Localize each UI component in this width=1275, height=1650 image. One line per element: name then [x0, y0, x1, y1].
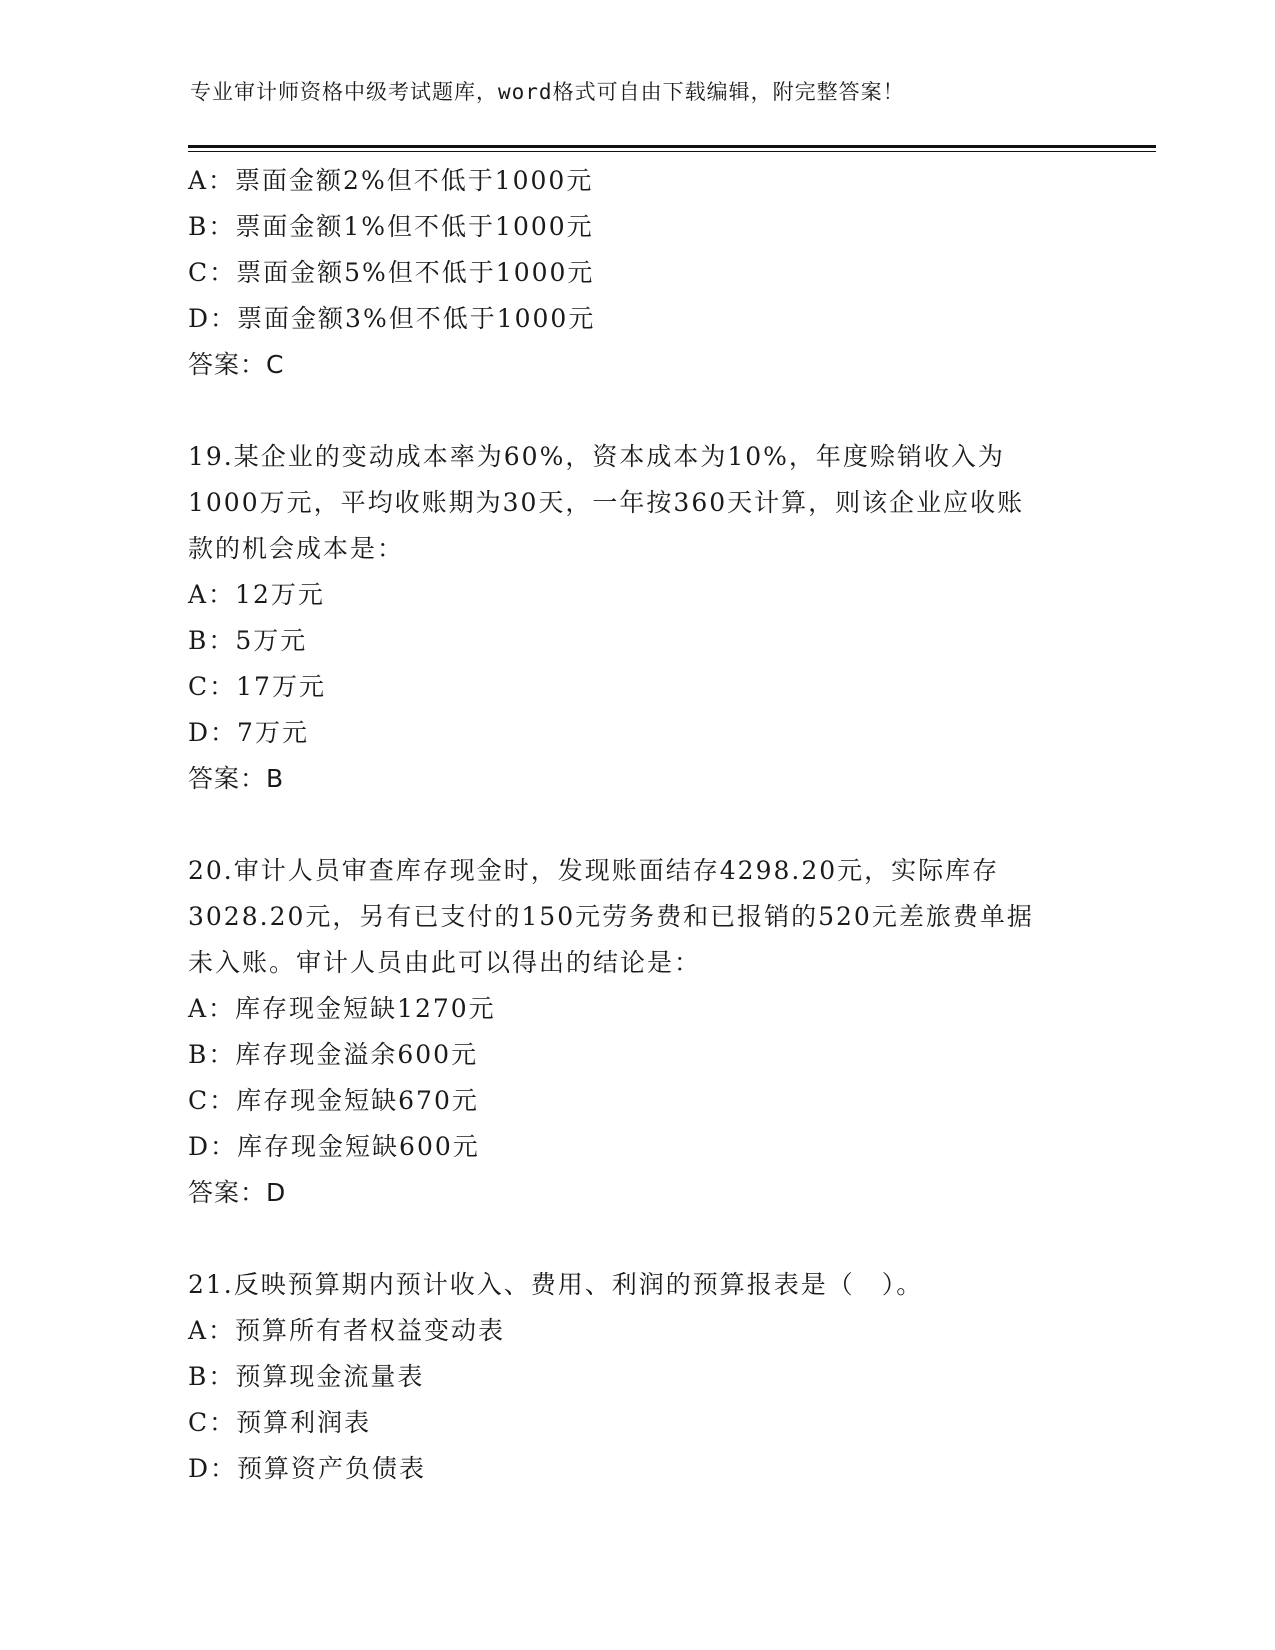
- question-21-stem: [188, 1262, 1118, 1308]
- stem-line: 19.某企业的变动成本率为60%，资本成本为10%，年度赊销收入为: [188, 442, 1005, 471]
- option-c: C：预算利润表: [188, 1408, 372, 1437]
- header-rule-thick: [188, 145, 1156, 148]
- option-c: C：17万元: [188, 672, 326, 701]
- option-d: D：预算资产负债表: [188, 1454, 427, 1483]
- stem-line: 款的机会成本是：: [188, 534, 405, 563]
- option-a: A：票面金额2%但不低于1000元: [188, 166, 594, 195]
- question-18-options: [188, 158, 1118, 342]
- option-d: D：库存现金短缺600元: [188, 1132, 480, 1161]
- question-19-options: [188, 572, 1118, 756]
- stem-line: 20.审计人员审查库存现金时，发现账面结存4298.20元，实际库存: [188, 856, 1000, 885]
- option-a: A：库存现金短缺1270元: [188, 994, 496, 1023]
- question-19-answer: 答案：B: [188, 764, 285, 793]
- stem-line: 3028.20元，另有已支付的150元劳务费和已报销的520元差旅费单据: [188, 902, 1034, 931]
- question-20-stem: [188, 848, 1118, 986]
- spacer: [188, 1216, 1118, 1262]
- option-d: D：7万元: [188, 718, 309, 747]
- option-a: A：预算所有者权益变动表: [188, 1316, 506, 1345]
- header-rule-thin: [188, 151, 1156, 152]
- option-b: B：票面金额1%但不低于1000元: [188, 212, 594, 241]
- option-c: C：票面金额5%但不低于1000元: [188, 258, 595, 287]
- question-21-options: [188, 1308, 1118, 1492]
- spacer: [188, 802, 1118, 848]
- question-20-answer: 答案：D: [188, 1178, 287, 1207]
- spacer: [188, 388, 1118, 434]
- stem-line: 21.反映预算期内预计收入、费用、利润的预算报表是（ ）。: [188, 1270, 924, 1299]
- option-b: B：预算现金流量表: [188, 1362, 425, 1391]
- page-header: 专业审计师资格中级考试题库，word格式可自由下载编辑，附完整答案！: [190, 80, 905, 104]
- option-c: C：库存现金短缺670元: [188, 1086, 479, 1115]
- option-a: A：12万元: [188, 580, 325, 609]
- question-20-options: [188, 986, 1118, 1170]
- question-content: [188, 158, 1118, 1492]
- option-d: D：票面金额3%但不低于1000元: [188, 304, 596, 333]
- question-18-answer: 答案：C: [188, 350, 285, 379]
- question-19-stem: [188, 434, 1118, 572]
- option-b: B：库存现金溢余600元: [188, 1040, 479, 1069]
- stem-line: 1000万元，平均收账期为30天，一年按360天计算，则该企业应收账: [188, 488, 1025, 517]
- option-b: B：5万元: [188, 626, 308, 655]
- stem-line: 未入账。审计人员由此可以得出的结论是：: [188, 948, 702, 977]
